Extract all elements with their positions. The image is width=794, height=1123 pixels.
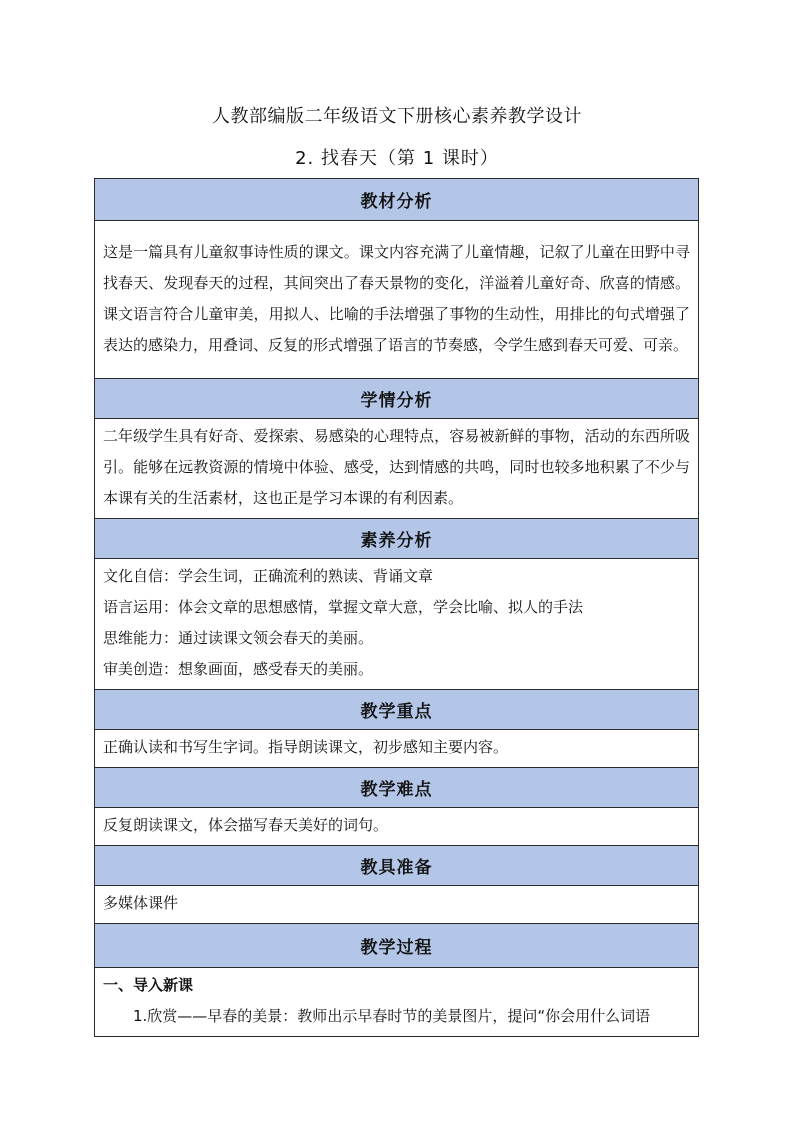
section-heading-textbook-analysis: 教材分析	[95, 179, 699, 221]
document-subtitle: 2. 找春天（第 1 课时）	[295, 148, 499, 169]
section-body-row	[95, 559, 699, 690]
section-header-row	[95, 690, 699, 730]
document-title: 人教部编版二年级语文下册核心素养教学设计	[212, 106, 582, 127]
literacy-line: 语言运用：体会文章的思想感情，掌握文章大意，学会比喻、拟人的手法	[103, 598, 584, 616]
section-header-row	[95, 179, 699, 221]
process-step-item: 1.欣赏——早春的美景：教师出示早春时节的美景图片，提问“你会用什么词语	[133, 1007, 651, 1025]
section-heading-literacy-analysis: 素养分析	[95, 519, 699, 559]
section-body-row	[95, 730, 699, 768]
process-step-title: 一、导入新课	[103, 976, 194, 994]
section-body-teaching-aids: 多媒体课件	[95, 886, 699, 924]
literacy-line: 文化自信：学会生词，正确流利的熟读、背诵文章	[103, 567, 434, 585]
section-heading-difficulties: 教学难点	[95, 768, 699, 808]
section-body-row	[95, 221, 699, 379]
section-body-row	[95, 968, 699, 1037]
section-header-row	[95, 768, 699, 808]
section-header-row	[95, 379, 699, 419]
section-heading-key-points: 教学重点	[95, 690, 699, 730]
section-body-teaching-process	[95, 968, 699, 1037]
section-body-row	[95, 419, 699, 519]
literacy-line: 审美创造：想象画面，感受春天的美丽。	[103, 660, 374, 678]
section-body-key-points: 正确认读和书写生字词。指导朗读课文，初步感知主要内容。	[95, 730, 699, 768]
section-heading-teaching-process: 教学过程	[95, 924, 699, 968]
section-header-row	[95, 519, 699, 559]
lesson-plan-table	[94, 178, 699, 1037]
section-body-row	[95, 886, 699, 924]
section-body-textbook-analysis: 这是一篇具有儿童叙事诗性质的课文。课文内容充满了儿童情趣，记叙了儿童在田野中寻找春天、发现春天的过程，其间突出了春天景物的变化，洋溢着儿童好奇、欣喜的情感。课文语言符合儿童审美，用拟人、比喻的手法增强了事物的生动性，用排比的句式增强了表达的感染力，用叠词、反复的形式增强了语言的节奏感，令学生感到春天可爱、可亲。	[95, 221, 699, 379]
section-header-row	[95, 924, 699, 968]
section-heading-teaching-aids: 教具准备	[95, 846, 699, 886]
section-body-row	[95, 808, 699, 846]
section-heading-learner-analysis: 学情分析	[95, 379, 699, 419]
section-body-learner-analysis: 二年级学生具有好奇、爱探索、易感染的心理特点，容易被新鲜的事物，活动的东西所吸引。能够在远教资源的情境中体验、感受，达到情感的共鸣，同时也较多地积累了不少与本课有关的生活素材，这也正是学习本课的有利因素。	[95, 419, 699, 519]
section-body-literacy-analysis	[95, 559, 699, 690]
literacy-line: 思维能力：通过读课文领会春天的美丽。	[103, 629, 374, 647]
section-body-difficulties: 反复朗读课文，体会描写春天美好的词句。	[95, 808, 699, 846]
section-header-row	[95, 846, 699, 886]
